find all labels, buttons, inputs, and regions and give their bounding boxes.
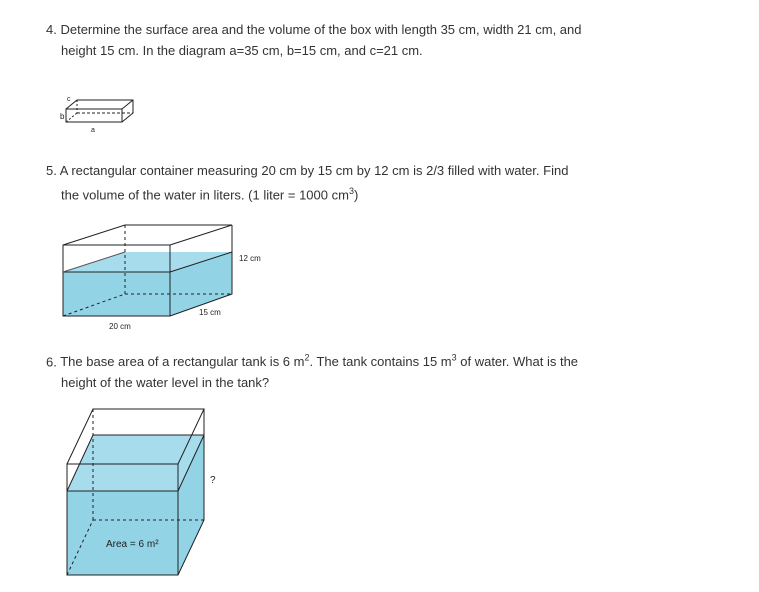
label-b: b (60, 112, 65, 121)
label-c: c (67, 96, 71, 103)
question-number: 5. (46, 163, 57, 178)
question-text-line1: Determine the surface area and the volume of the box with length 35 cm, width 21 cm, and (60, 22, 582, 37)
height-label: 12 cm (239, 254, 261, 263)
question-text-line2: height of the water level in the tank? (61, 375, 270, 391)
question-text-line2: the volume of the water in liters. (1 liter = 1000 $cm^3$) (61, 186, 359, 203)
question-number: 6. (46, 354, 57, 370)
length-label: 20 cm (109, 322, 131, 331)
question-number: 4. (46, 22, 57, 37)
container-diagram (58, 218, 278, 338)
question-text-line1: The base area of a rectangular tank is 6 $m^2$. The tank contains 15 $m^3$ of water. What is the (60, 353, 579, 370)
area-label: Area = 6 m² (106, 539, 159, 550)
question-4 (46, 19, 746, 61)
question-5 (46, 160, 746, 205)
question-text-line2: height 15 cm. In the diagram a=35 cm, b=15 cm, and c=21 cm. (61, 43, 423, 58)
superscript: 2 (304, 353, 310, 363)
label-a: a (91, 127, 95, 134)
superscript: 3 (348, 186, 354, 196)
depth-label: 15 cm (199, 308, 221, 317)
question-text-line1: A rectangular container measuring 20 cm by 15 cm by 12 cm is 2/3 filled with water. Find (59, 163, 569, 178)
superscript: 3 (451, 353, 457, 363)
tank-diagram (62, 404, 222, 584)
box-diagram (60, 92, 140, 136)
unknown-height-label: ? (210, 475, 216, 486)
question-6 (46, 348, 746, 393)
